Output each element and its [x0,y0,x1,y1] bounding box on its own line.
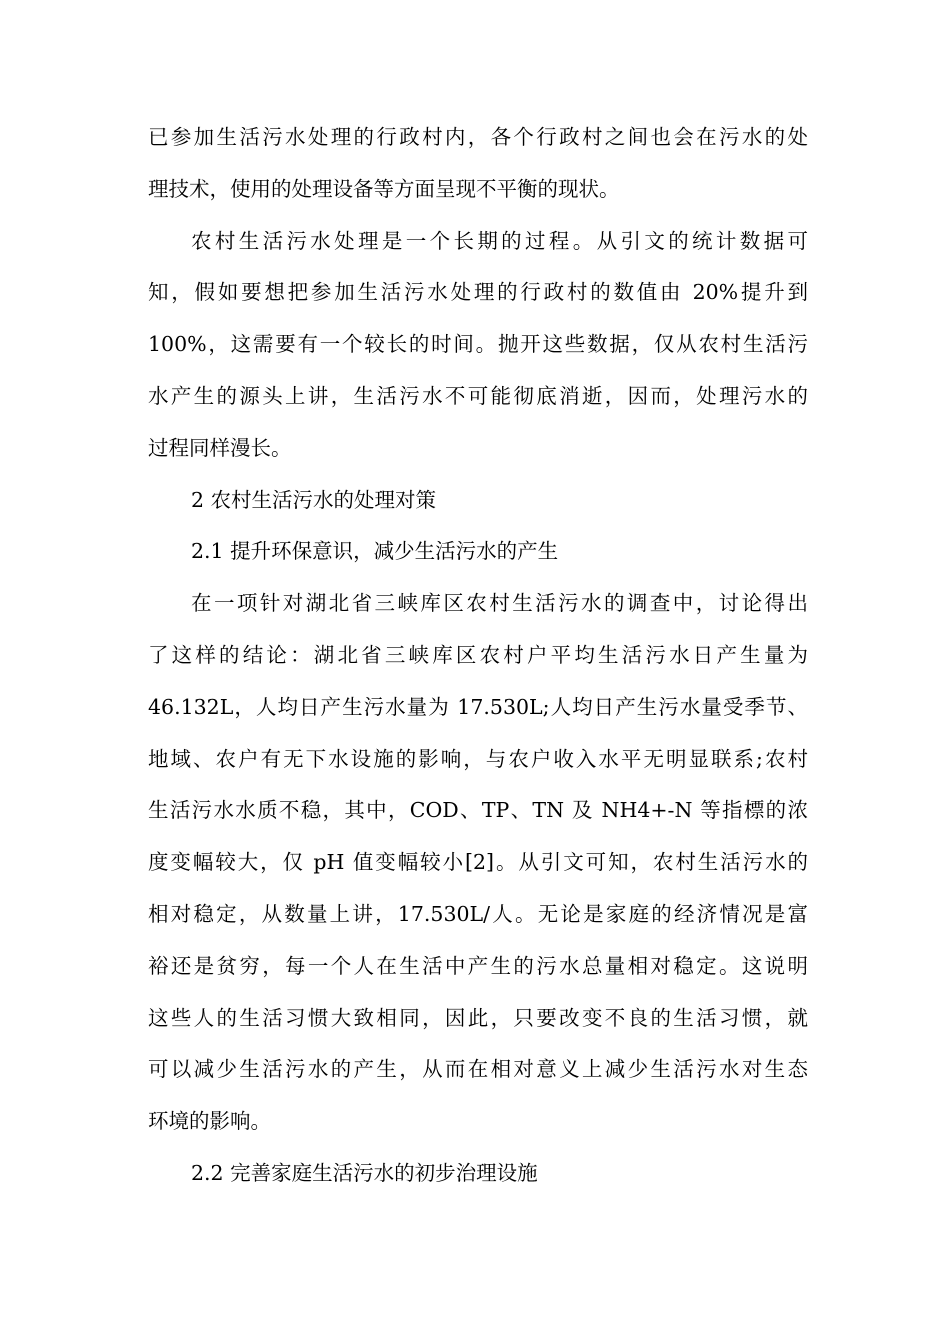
paragraph-line: 46.132L，人均日产生污水量为 17.530L;人均日产生污水量受季节、 [148,694,808,719]
paragraph-line: 水产生的源头上讲，生活污水不可能彻底消逝，因而，处理污水的 [148,383,808,408]
paragraph-line: 理技术，使用的处理设备等方面呈现不平衡的现状。 [148,176,620,201]
paragraph-line: 度变幅较大，仅 pH 值变幅较小[2]。从引文可知，农村生活污水的 [148,850,808,875]
paragraph-line: 地域、农户有无下水设施的影响，与农户收入水平无明显联系;农村 [148,746,808,771]
subsection-heading: 2.2 完善家庭生活污水的初步治理设施 [191,1160,538,1185]
paragraph-line: 可以减少生活污水的产生，从而在相对意义上减少生活污水对生态 [148,1057,808,1082]
document-body [148,112,808,1200]
paragraph-line: 这些人的生活习惯大致相同，因此，只要改变不良的生活习惯，就 [148,1005,808,1030]
paragraph-line: 裕还是贫穷，每一个人在生活中产生的污水总量相对稳定。这说明 [148,953,808,978]
paragraph-line: 在一项针对湖北省三峡库区农村生活污水的调查中，讨论得出 [191,591,808,616]
paragraph-line: 了这样的结论：湖北省三峡库区农村户平均生活污水日产生量为 [148,642,808,667]
paragraph-line: 环境的影响。 [148,1109,271,1134]
paragraph-line: 生活污水水质不稳，其中，COD、TP、TN 及 NH4+-N 等指標的浓 [148,798,808,823]
subsection-heading: 2.1 提升环保意识，减少生活污水的产生 [191,539,559,564]
paragraph-line: 农村生活污水处理是一个长期的过程。从引文的统计数据可 [191,228,808,253]
paragraph-line: 100%，这需要有一个较长的时间。抛开这些数据，仅从农村生活污 [148,332,808,357]
paragraph-line: 过程同样漫长。 [148,435,292,460]
paragraph-line: 已参加生活污水处理的行政村内，各个行政村之间也会在污水的处 [148,125,808,149]
paragraph-line: 相对稳定，从数量上讲，17.530L/人。无论是家庭的经济情况是富 [148,901,808,926]
section-heading: 2 农村生活污水的处理对策 [191,487,437,512]
paragraph-line: 知，假如要想把参加生活污水处理的行政村的数值由 20%提升到 [148,280,808,305]
